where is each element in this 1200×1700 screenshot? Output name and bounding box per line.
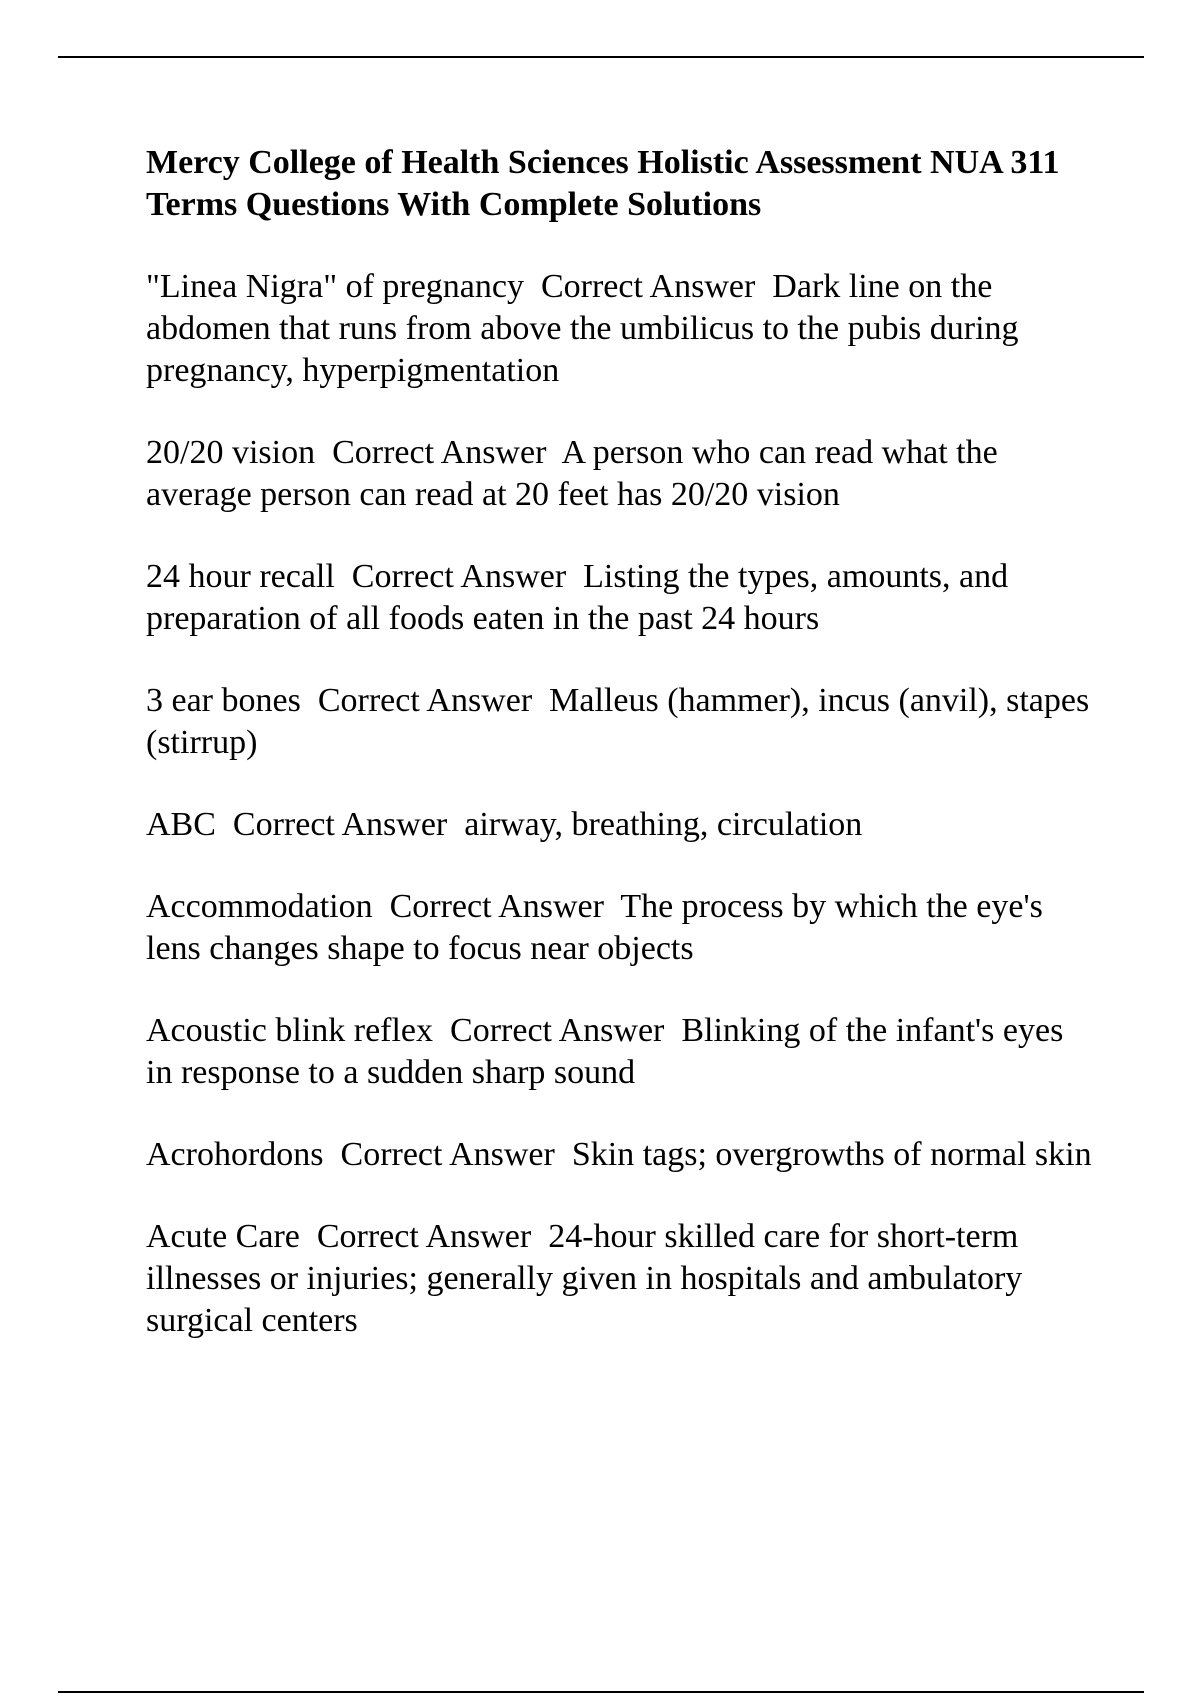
header-rule: [58, 56, 1144, 58]
entry-3-ear-bones: 3 ear bones Correct Answer Malleus (hammer), incus (anvil), stapes (stirrup): [146, 682, 1098, 761]
footer-rule: [58, 1691, 1144, 1693]
entry-accommodation: Accommodation Correct Answer The process by which the eye's lens changes shape to focus near objects: [146, 888, 1052, 967]
entry-linea-nigra: "Linea Nigra" of pregnancy Correct Answer Dark line on the abdomen that runs from above the umbilicus to the pubis during pregnancy, hyperpigmentation: [146, 268, 1028, 389]
entry-abc: ABC Correct Answer airway, breathing, circulation: [146, 806, 863, 843]
entry-acute-care: Acute Care Correct Answer 24-hour skilled care for short-term illnesses or injuries; generally given in hospitals and ambulatory surgical centers: [146, 1218, 1031, 1339]
entry-24-hour-recall: 24 hour recall Correct Answer Listing the types, amounts, and preparation of all foods eaten in the past 24 hours: [146, 558, 1017, 637]
document-title: Mercy College of Health Sciences Holistic Assessment NUA 311 Terms Questions With Complete Solutions: [146, 144, 1060, 223]
entry-acoustic-blink-reflex: Acoustic blink reflex Correct Answer Blinking of the infant's eyes in response to a sudden sharp sound: [146, 1012, 1072, 1091]
entry-acrohordons: Acrohordons Correct Answer Skin tags; overgrowths of normal skin: [146, 1136, 1092, 1173]
document-body: [146, 142, 1096, 1382]
entry-20-20-vision: 20/20 vision Correct Answer A person who can read what the average person can read at 20 feet has 20/20 vision: [146, 434, 1007, 513]
